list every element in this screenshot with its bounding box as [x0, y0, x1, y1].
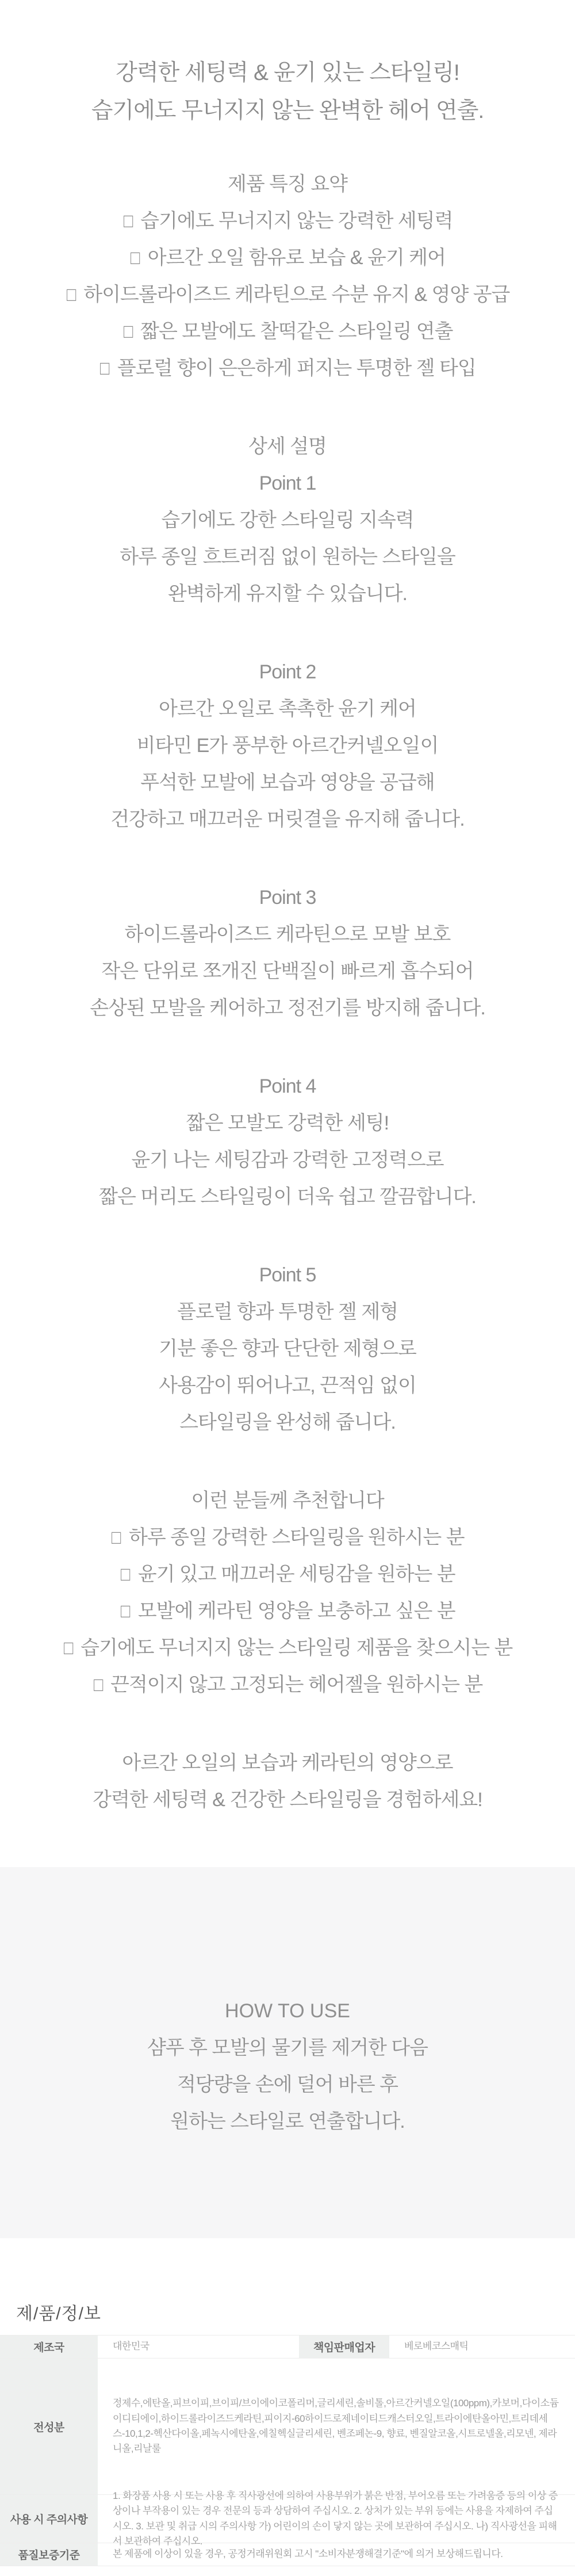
recommend-item-text: 윤기 있고 매끄러운 세팅감을 원하는 분	[137, 1563, 455, 1585]
point-line: 윤기 나는 세팅감과 강력한 고정력으로	[131, 1149, 444, 1171]
headline-line: 습기에도 무너지지 않는 완벽한 헤어 연출.	[91, 98, 484, 123]
caution-label-cell: 사용 시 주의사항	[0, 2495, 98, 2543]
recommend-item	[0, 1629, 575, 1666]
feature-summary	[0, 166, 575, 387]
headline-line: 강력한 세팅력 & 윤기 있는 스타일링!	[116, 60, 459, 85]
recommend-section	[0, 1482, 575, 1703]
point-line: 기분 좋은 향과 단단한 제형으로	[159, 1338, 416, 1360]
how-to-use-line: 샴푸 후 모발의 물기를 제거한 다음	[147, 2037, 428, 2059]
feature-item-text: 아르간 오일 함유로 보습 & 윤기 케어	[147, 247, 446, 269]
checkbox-icon: □	[131, 247, 140, 269]
how-to-use-line: 적당량을 손에 덜어 바른 후	[177, 2074, 398, 2096]
checkbox-icon: □	[123, 320, 133, 342]
checkbox-icon: □	[63, 1637, 73, 1659]
recommend-item	[0, 1556, 575, 1593]
point-line: 짧은 모발도 강력한 세팅!	[186, 1112, 389, 1134]
caution-value-cell: 1. 화장품 사용 시 또는 사용 후 직사광선에 의하여 사용부위가 붉은 반점, 부어오름 또는 가려움증 등의 이상 증상이나 부작용이 있는 경우 전문의 등과 상담하여 주십시오. 2. 상처가 있는 부위 등에는 사용을 자제하여 주십시오. 3. 보관 및 취급 시의 주의사항 가) 어린이의 손이 닿지 않는 곳에 보관하여 주십시오. 나) 직사광선을 피해서 보관하여 주십시오.	[113, 2490, 558, 2547]
ingredients-label-cell: 전성분	[0, 2359, 98, 2494]
checkbox-icon: □	[100, 357, 109, 379]
recommend-item-text: 끈적이지 않고 고정되는 헤어젤을 원하시는 분	[110, 1674, 483, 1696]
product-info-section	[0, 2238, 575, 2566]
point-block-2	[0, 654, 575, 838]
feature-item-text: 짧은 모발에도 찰떡같은 스타일링 연출	[140, 320, 453, 342]
closing-message	[0, 1745, 575, 1818]
point-line: 작은 단위로 쪼개진 단백질이 빠르게 흡수되어	[101, 960, 474, 982]
point-label: Point 2	[259, 661, 316, 683]
point-block-4	[0, 1068, 575, 1215]
point-line: 사용감이 뛰어나고, 끈적임 없이	[159, 1375, 416, 1396]
point-block-1	[0, 465, 575, 612]
table-row-ingredients	[0, 2359, 575, 2495]
feature-item	[0, 203, 575, 239]
checkbox-icon: □	[66, 284, 76, 306]
ingredients-value-cell: 정제수,에탄올,피브이피,브이피/브이에이코폴리머,글리세린,솔비톨,아르간커넬오일(100ppm),카보머,다이소듐이디티에이,하이드롤라이즈드케라틴,피이지-60하이드로제네이티드캐스터오일,트라이에탄올아민,트리데세스-10,1,2-헥산다이올,페녹시에탄올,에칠헥실글리세린, 벤조페논-9, 향료, 벤질알코올,시트로넬올,리모넨, 제라니올,리날룰	[113, 2398, 559, 2455]
recommend-item-text: 습기에도 무너지지 않는 스타일링 제품을 찾으시는 분	[80, 1637, 513, 1659]
recommend-item-text: 모발에 케라틴 영양을 보충하고 싶은 분	[137, 1600, 455, 1622]
feature-item-text: 습기에도 무너지지 않는 강력한 세팅력	[140, 210, 453, 232]
point-line: 하이드롤라이즈드 케라틴으로 모발 보호	[124, 923, 451, 945]
point-line: 손상된 모발을 케어하고 정전기를 방지해 줍니다.	[90, 997, 485, 1019]
feature-summary-heading: 제품 특징 요약	[228, 173, 347, 195]
point-label: Point 5	[259, 1264, 316, 1286]
point-label: Point 1	[259, 472, 316, 494]
checkbox-icon: □	[123, 210, 133, 232]
country-label-cell: 제조국	[0, 2335, 98, 2358]
seller-label-cell: 책임판매업자	[299, 2335, 389, 2358]
recommend-heading: 이런 분들께 추천합니다	[191, 1490, 384, 1512]
feature-item	[0, 313, 575, 350]
point-line: 아르간 오일로 촉촉한 윤기 케어	[159, 698, 416, 720]
point-block-3	[0, 879, 575, 1026]
feature-item-text: 플로럴 향이 은은하게 퍼지는 투명한 젤 타입	[117, 357, 476, 379]
feature-item	[0, 276, 575, 313]
point-line: 건강하고 매끄러운 머릿결을 유지해 줍니다.	[110, 808, 465, 830]
point-line: 푸석한 모발에 보습과 영양을 공급해	[140, 772, 435, 793]
point-label: Point 4	[259, 1075, 316, 1097]
closing-line: 아르간 오일의 보습과 케라틴의 영양으로	[122, 1752, 453, 1774]
product-info-title: 제/품/정/보	[16, 2304, 101, 2323]
seller-value-cell: 베로베코스매틱	[404, 2341, 469, 2352]
point-line: 완벽하게 유지할 수 있습니다.	[168, 583, 407, 605]
warranty-label-cell: 품질보증기준	[0, 2543, 98, 2566]
recommend-item-text: 하루 종일 강력한 스타일링을 원하시는 분	[128, 1526, 465, 1548]
checkbox-icon: □	[121, 1563, 130, 1585]
country-value-cell: 대한민국	[113, 2341, 150, 2352]
how-to-use-heading: HOW TO USE	[225, 2000, 350, 2022]
point-line: 짧은 머리도 스타일링이 더욱 쉽고 깔끔합니다.	[99, 1186, 476, 1208]
feature-item-text: 하이드롤라이즈드 케라틴으로 수분 유지 & 영양 공급	[83, 284, 510, 306]
table-row-country-seller	[0, 2335, 575, 2359]
closing-line: 강력한 세팅력 & 건강한 스타일링을 경험하세요!	[93, 1789, 482, 1811]
warranty-value-cell: 본 제품에 이상이 있을 경우, 공정거래위원회 고시 "소비자분쟁해결기준"에 의거 보상해드립니다.	[113, 2548, 503, 2560]
product-info-table	[0, 2335, 575, 2566]
recommend-item	[0, 1666, 575, 1703]
detail-heading: 상세 설명	[248, 436, 327, 457]
how-to-use-section	[0, 1867, 575, 2238]
point-block-5	[0, 1257, 575, 1441]
point-line: 스타일링을 완성해 줍니다.	[179, 1411, 396, 1433]
table-row-caution	[0, 2490, 575, 2547]
how-to-use-line: 원하는 스타일로 연출합니다.	[170, 2111, 405, 2132]
checkbox-icon: □	[121, 1600, 130, 1622]
point-label: Point 3	[259, 887, 316, 909]
recommend-item	[0, 1519, 575, 1556]
checkbox-icon: □	[93, 1674, 103, 1696]
table-row-warranty	[0, 2543, 575, 2566]
recommend-item	[0, 1593, 575, 1629]
point-line: 하루 종일 흐트러짐 없이 원하는 스타일을	[120, 546, 455, 568]
headline	[0, 54, 575, 130]
feature-item	[0, 350, 575, 387]
point-line: 비타민 E가 풍부한 아르간커넬오일이	[136, 735, 439, 757]
point-line: 습기에도 강한 스타일링 지속력	[161, 509, 414, 531]
feature-item	[0, 239, 575, 276]
checkbox-icon: □	[112, 1526, 121, 1548]
point-line: 플로럴 향과 투명한 젤 제형	[177, 1301, 398, 1323]
